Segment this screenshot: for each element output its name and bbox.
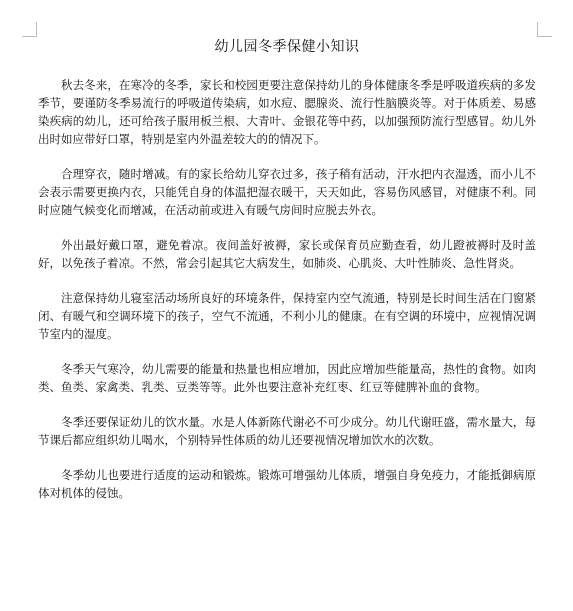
paragraph-diet: 冬季天气寒冷，幼儿需要的能量和热量也相应增加，因此应增加些能量高，热性的食物。如肉类、鱼类、家禽类、乳类、豆类等等。此外也要注意补充红枣、红豆等健脾补血的食物。 — [38, 362, 536, 394]
paragraph-intro: 秋去冬来，在寒冷的冬季，家长和校园更要注意保持幼儿的身体健康冬季是呼吸道疾病的多发季节，要谨防冬季易流行的呼吸道传染病，如水痘、腮腺炎、流行性脑膜炎等。对于体质差、易感染疾病的幼儿，还可给孩子服用板兰根、大青叶、金银花等中药，以加强预防流行型感冒。幼儿外出时如应带好口罩，特别是室内外温差较大的的情况下。 — [38, 78, 536, 146]
paragraph-exercise: 冬季幼儿也要进行适度的运动和锻炼。锻炼可增强幼儿体质，增强自身免疫力，才能抵御病原体对机体的侵蚀。 — [38, 468, 536, 500]
paragraph-environment: 注意保持幼儿寝室活动场所良好的环境条件，保持室内空气流通，特别是长时间生活在门窗紧闭、有暖气和空调环境下的孩子，空气不流通，不利小儿的健康。在有空调的环境中，应视情况调节室内的湿度。 — [38, 291, 536, 341]
paragraph-water: 冬季还要保证幼儿的饮水量。水是人体新陈代谢必不可少成分。幼儿代谢旺盛，需水量大，每节课后都应组织幼儿喝水，个别特异性体质的幼儿还要视情况增加饮水的次数。 — [38, 415, 536, 447]
document-title: 幼儿园冬季保健小知识 — [214, 39, 360, 55]
paragraph-mask-bedding: 外出最好戴口罩，避免着凉。夜间盖好被褥，家长或保育员应勤查看，幼儿蹬被褥时及时盖好，以免孩子着凉。不然，常会引起其它大病发生，如肺炎、心肌炎、大叶性肺炎、急性肾炎。 — [38, 238, 536, 270]
margin-corner-mark-top-right — [537, 22, 552, 37]
paragraph-clothing: 合理穿衣，随时增减。有的家长给幼儿穿衣过多，孩子稍有活动，汗水把内衣湿透，而小儿不会表示需要更换内衣，只能凭自身的体温把湿衣暖干，天天如此，容易伤风感冒，对健康不利。同时应随气候变化而增减，在活动前或进入有暖气房间时应脱去外衣。 — [38, 167, 536, 217]
margin-corner-mark-top-left — [22, 22, 37, 37]
document-body — [38, 38, 536, 519]
